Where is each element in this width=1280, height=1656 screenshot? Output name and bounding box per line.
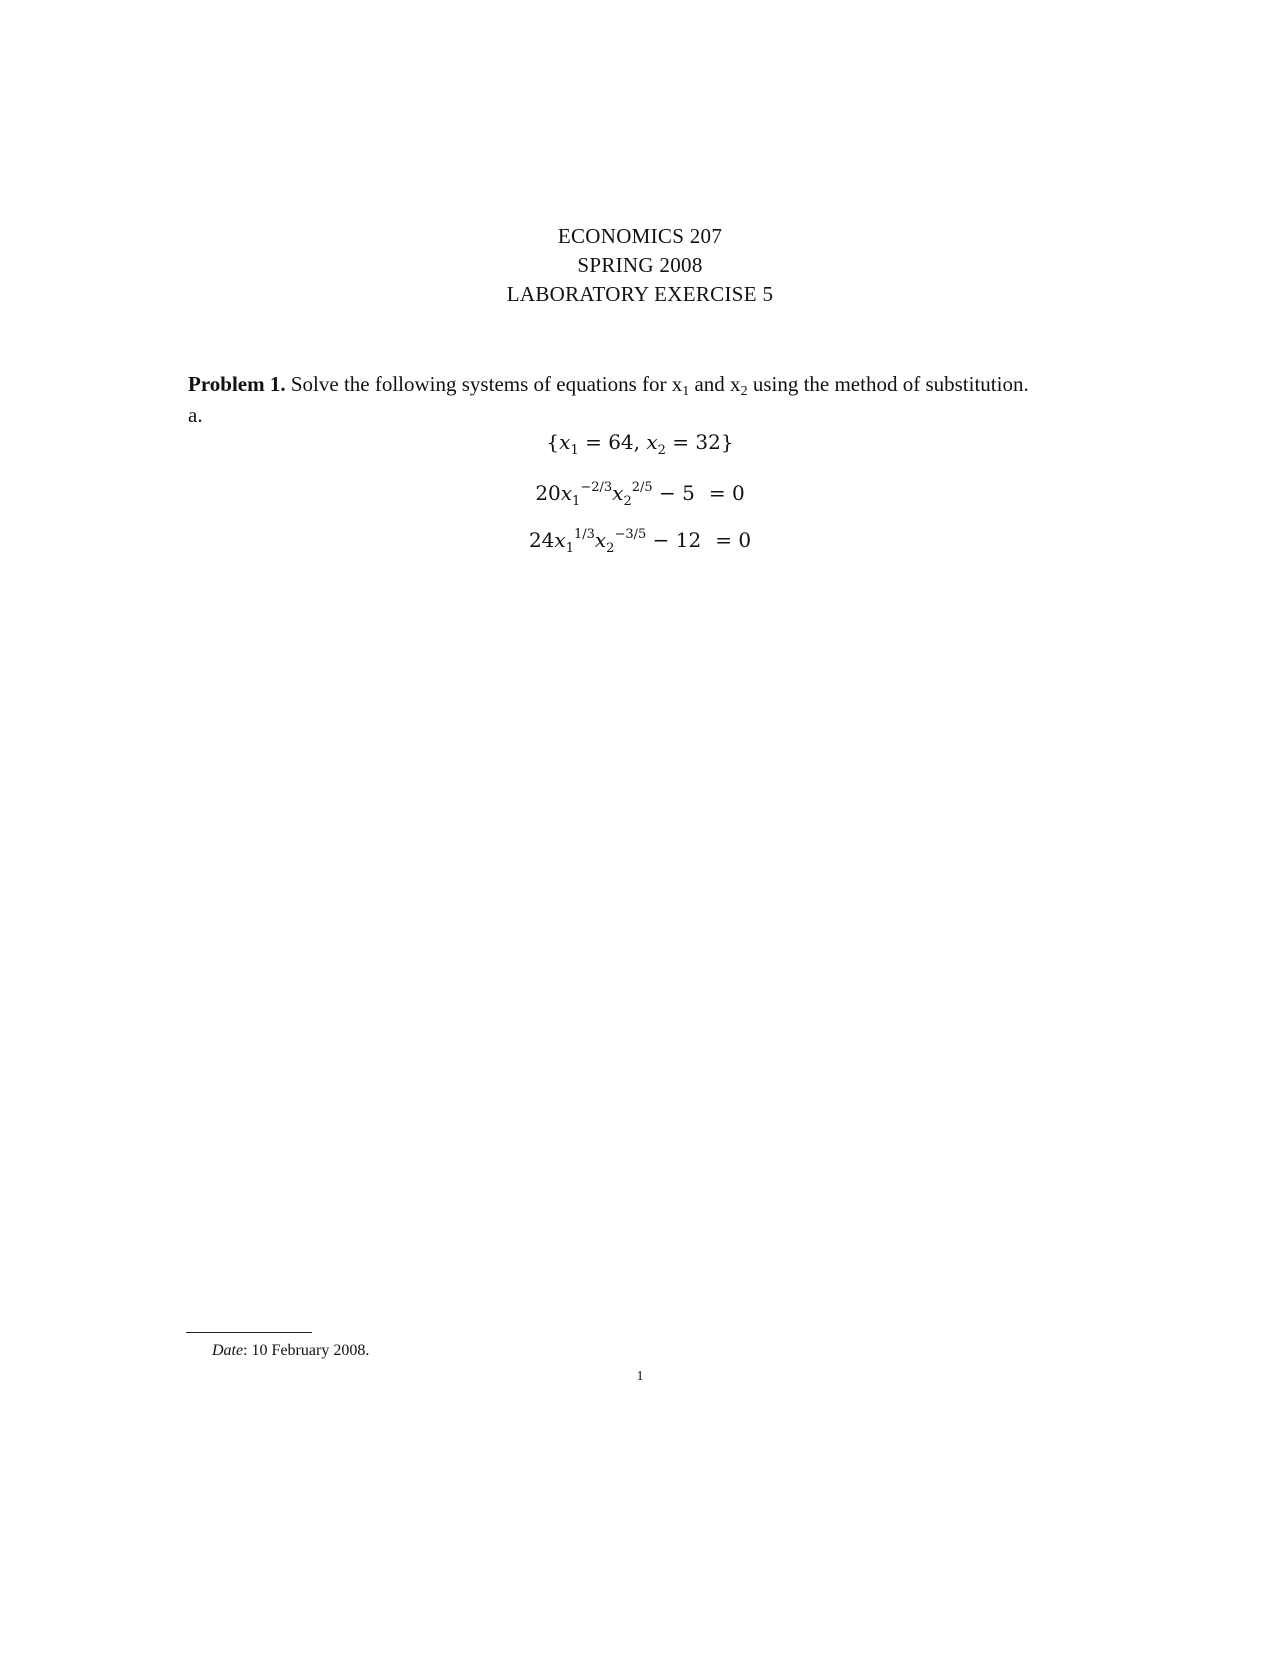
equation-1-coefficient: 20 bbox=[535, 481, 561, 505]
part-a-label: a. bbox=[188, 403, 203, 427]
equation-2-x2-exponent: −3/5 bbox=[614, 527, 647, 542]
equation-1-x2-subscript: 2 bbox=[623, 494, 632, 509]
equation-1-x2-exponent: 2/5 bbox=[631, 480, 653, 495]
page-number: 1 bbox=[636, 1369, 644, 1384]
equation-1-x1-exponent: −2/3 bbox=[580, 480, 613, 495]
solution-set bbox=[0, 428, 1280, 456]
problem-text-start: Solve the following systems of equations for x bbox=[290, 372, 683, 396]
equation-2-constant: − 12 bbox=[646, 528, 702, 552]
footnote-label: Date bbox=[212, 1342, 244, 1359]
equation-2-relation: = 0 bbox=[715, 528, 752, 552]
equation-2-x2: x bbox=[594, 528, 607, 552]
footnote-rule bbox=[186, 1332, 312, 1333]
equation-1-constant: − 5 bbox=[652, 481, 695, 505]
equation-1-x1: x bbox=[560, 481, 573, 505]
equation-1-relation: = 0 bbox=[708, 481, 745, 505]
problem-text-end: using the method of substitution. bbox=[747, 372, 1029, 396]
footnote bbox=[212, 1340, 369, 1362]
problem-var1-subscript: 1 bbox=[682, 384, 690, 399]
equation-1-x2: x bbox=[612, 481, 624, 505]
solution-x1-subscript: 1 bbox=[570, 443, 579, 458]
equation-2-x2-subscript: 2 bbox=[606, 541, 615, 556]
solution-x2-value: = 32 bbox=[665, 430, 721, 454]
problem-statement bbox=[188, 370, 1108, 398]
solution-x2-subscript: 2 bbox=[657, 443, 666, 458]
course-title: ECONOMICS 207 bbox=[557, 224, 723, 248]
exercise-title: LABORATORY EXERCISE 5 bbox=[506, 282, 774, 306]
equation-2-x1: x bbox=[554, 528, 566, 552]
document-title bbox=[0, 222, 1280, 309]
solution-x2: x bbox=[646, 430, 658, 454]
problem-label: Problem 1. bbox=[188, 372, 286, 396]
solution-x1-value: = 64, bbox=[578, 430, 647, 454]
problem-text-middle: and x bbox=[689, 372, 741, 396]
term-title: SPRING 2008 bbox=[577, 253, 703, 277]
equation-2-coefficient: 24 bbox=[528, 528, 555, 552]
problem-var2-subscript: 2 bbox=[740, 384, 748, 399]
equation-2-x1-subscript: 1 bbox=[565, 541, 574, 556]
equation-1-x1-subscript: 1 bbox=[572, 494, 581, 509]
close-brace: } bbox=[720, 430, 734, 454]
equation-1 bbox=[0, 479, 1280, 507]
equation-2-x1-exponent: 1/3 bbox=[573, 527, 595, 542]
footnote-text: : 10 February 2008. bbox=[243, 1342, 370, 1359]
open-brace: { bbox=[546, 430, 560, 454]
solution-x1: x bbox=[559, 430, 571, 454]
equation-2 bbox=[0, 526, 1280, 554]
